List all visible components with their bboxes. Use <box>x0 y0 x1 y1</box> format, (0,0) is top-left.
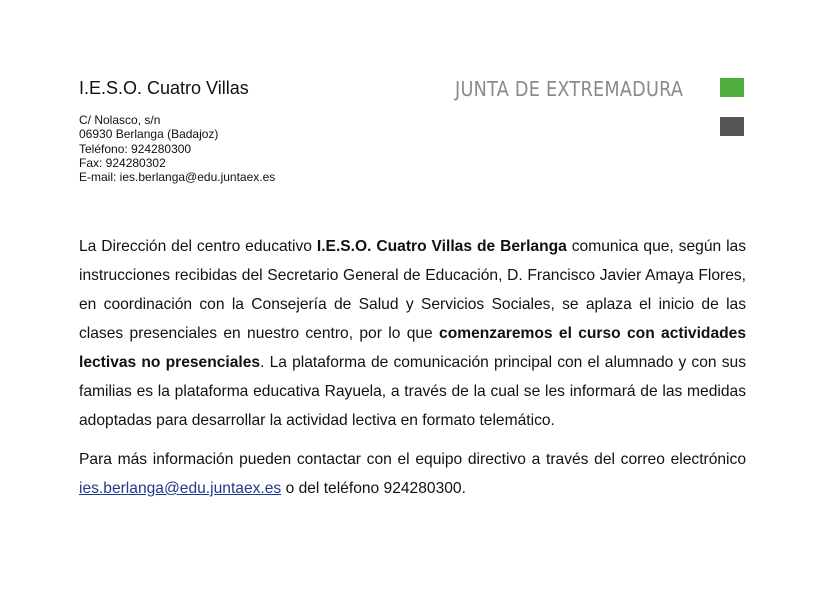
p1-bold-remote-classes: comenzaremos el curso con actividades lectivas no presenciales <box>79 325 746 371</box>
letter-body <box>79 232 746 503</box>
address-city: 06930 Berlanga (Badajoz) <box>79 127 219 142</box>
logo-green-square <box>720 78 744 97</box>
announcement-paragraph <box>79 232 746 435</box>
address-street: C/ Nolasco, s/n <box>79 113 161 127</box>
junta-extremadura-logo-text: JUNTA DE EXTREMADURA <box>455 77 684 101</box>
school-name: I.E.S.O. Cuatro Villas <box>79 78 249 98</box>
logo-dark-square <box>720 117 744 136</box>
p2-text-2: o del teléfono 924280300. <box>281 480 466 497</box>
email-link[interactable]: ies.berlanga@edu.juntaex.es <box>79 480 282 497</box>
address-fax: Fax: 924280302 <box>79 155 166 170</box>
p1-text-3: . La plataforma de comunicación principal con el alumnado y con sus familias es la plataforma educativa Rayuela, a través de la cual se les informará de las medidas adoptadas para desarrollar la actividad lectiva en formato telemático. <box>79 354 746 429</box>
p1-bold-school: I.E.S.O. Cuatro Villas de Berlanga <box>316 238 567 255</box>
p1-text-2: comunica que, según las instrucciones recibidas del Secretario General de Educación, D. Francisco Javier Amaya Flores, en coordinación con la Consejería de Salud y Servicios Sociales, se aplaza el inicio de las clases presenciales en nuestro centro, por lo que <box>79 238 747 342</box>
school-address-block <box>79 113 275 184</box>
address-phone: Teléfono: 924280300 <box>79 141 192 156</box>
contact-paragraph <box>79 445 746 503</box>
address-email: E-mail: ies.berlanga@edu.juntaex.es <box>79 170 276 185</box>
p2-text-1: Para más información pueden contactar con el equipo directivo a través del correo electrónico <box>79 451 746 468</box>
p1-text-1: La Dirección del centro educativo <box>79 238 317 255</box>
